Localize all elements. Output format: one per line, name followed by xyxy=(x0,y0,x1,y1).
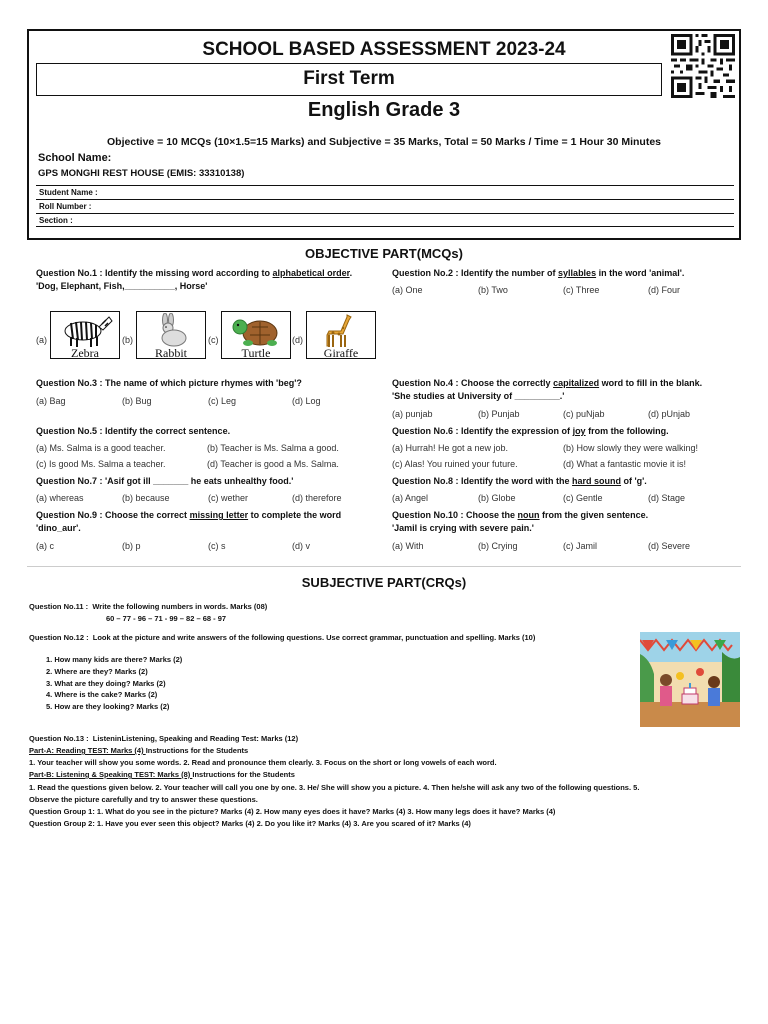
section-divider xyxy=(27,566,741,567)
q1-text: Identify the missing word according to xyxy=(105,268,273,278)
q3-option-c: (c) Leg xyxy=(208,396,237,406)
assessment-title: SCHOOL BASED ASSESSMENT 2023-24 xyxy=(202,39,566,60)
q9-text-end: to complete the word xyxy=(248,510,342,520)
q1-label: Question No.1 : xyxy=(36,268,103,278)
q1-picture-zebra xyxy=(50,311,120,359)
q12-item: 1. How many kids are there? Marks (2) xyxy=(46,655,183,664)
q8-text-end: of 'g'. xyxy=(621,476,647,486)
q2-option-a: (a) One xyxy=(392,285,423,295)
part-b-line-1: 1. Read the questions given below. 2. Your teacher will call you one by one. 3. He/ She will show you a picture. 4. Then he/she will ask any two of the following questions. 5. xyxy=(29,783,640,792)
q12-list xyxy=(46,654,346,713)
question-4 xyxy=(392,377,742,403)
part-a-heading xyxy=(29,745,749,757)
question-6 xyxy=(392,425,742,438)
school-name-label: School Name: xyxy=(38,152,112,164)
q10-underline: noun xyxy=(517,510,540,520)
q1-picture-giraffe xyxy=(306,311,376,359)
q9-text: Choose the correct xyxy=(105,510,190,520)
q10-option-c: (c) Jamil xyxy=(563,541,597,551)
question-group-1: Question Group 1: 1. What do you see in the picture? Marks (4) 2. How many eyes does it have? Marks (4) 3. How many legs does it have? Marks (4) xyxy=(29,807,556,816)
part-a-instructions: Instructions for the Students xyxy=(145,746,249,755)
question-7 xyxy=(36,475,376,488)
question-11 xyxy=(29,601,629,613)
zebra-caption: Zebra xyxy=(71,346,99,359)
q12-text: Look at the picture and write answers of the following questions. Use correct grammar, punctuation and spelling. Marks (10) xyxy=(92,633,536,642)
q5-option-c: (c) Is good Ms. Salma a teacher. xyxy=(36,459,166,469)
q13-label: Question No.13 : xyxy=(29,734,89,743)
q10-text: Choose the xyxy=(466,510,518,520)
q9-word: 'dino_aur'. xyxy=(36,523,81,533)
q4-label: Question No.4 : xyxy=(392,378,459,388)
giraffe-icon xyxy=(311,313,371,347)
q9-option-a: (a) c xyxy=(36,541,54,551)
q5-label: Question No.5 : xyxy=(36,426,103,436)
q10-option-b: (b) Crying xyxy=(478,541,518,551)
q11-label: Question No.11 : xyxy=(29,602,89,611)
q12-item: 3. What are they doing? Marks (2) xyxy=(46,678,166,688)
q10-text-end: from the given sentence. xyxy=(539,510,649,520)
part-b-instructions: Instructions for the Students xyxy=(192,770,295,779)
q4-text: Choose the correctly xyxy=(461,378,554,388)
q1-option-d-label: (d) xyxy=(292,335,303,345)
part-a-line: 1. Your teacher will show you some words. 2. Read and pronounce them clearly. 3. Focus on the short or long vowels of each word. xyxy=(29,758,497,767)
q7-option-c: (c) wether xyxy=(208,493,249,503)
q7-text: 'Asif got ill _______ he eats unhealthy food.' xyxy=(105,476,294,486)
q8-text: Identify the word with the xyxy=(461,476,573,486)
turtle-caption: Turtle xyxy=(241,346,271,359)
q6-text: Identify the expression of xyxy=(461,426,573,436)
q10-option-a: (a) With xyxy=(392,541,424,551)
question-2 xyxy=(392,267,742,280)
q12-item: 5. How are they looking? Marks (2) xyxy=(46,702,170,712)
party-illustration-icon xyxy=(640,632,740,727)
q4-option-a: (a) punjab xyxy=(392,409,433,419)
q5-option-d: (d) Teacher is good a Ms. Salma. xyxy=(207,459,339,469)
q6-option-a: (a) Hurrah! He got a new job. xyxy=(392,443,509,453)
section-field: Section : xyxy=(36,213,734,227)
part-a-title: Part-A: Reading TEST: Marks (4) xyxy=(29,746,146,755)
part-b-line-2: Observe the picture carefully and try to answer these questions. xyxy=(29,795,258,804)
part-b-heading xyxy=(29,769,749,781)
q10-sentence: 'Jamil is crying with severe pain.' xyxy=(392,523,534,533)
q12-item: 2. Where are they? Marks (2) xyxy=(46,666,148,676)
q8-option-c: (c) Gentle xyxy=(563,493,603,503)
question-9 xyxy=(36,509,376,535)
turtle-icon xyxy=(226,313,286,347)
question-group-2: Question Group 2: 1. Have you ever seen this object? Marks (4) 2. Do you like it? Marks (4) 3. Are you scared of it? Marks (4) xyxy=(29,819,471,828)
q13-text: ListeninListening, Speaking and Reading Test: Marks (12) xyxy=(92,734,299,743)
q7-option-a: (a) whereas xyxy=(36,493,84,503)
q4-option-b: (b) Punjab xyxy=(478,409,520,419)
rabbit-caption: Rabbit xyxy=(155,346,187,359)
rabbit-icon xyxy=(141,313,201,347)
birthday-party-picture xyxy=(640,632,740,727)
q10-label: Question No.10 : xyxy=(392,510,464,520)
q1-underline: alphabetical order xyxy=(272,268,350,278)
q8-option-b: (b) Globe xyxy=(478,493,516,503)
q3-option-a: (a) Bag xyxy=(36,396,66,406)
question-13 xyxy=(29,733,629,745)
q6-option-c: (c) Alas! You ruined your future. xyxy=(392,459,518,469)
student-name-field: Student Name : xyxy=(36,185,734,199)
question-8 xyxy=(392,475,742,488)
q2-underline: syllables xyxy=(558,268,597,278)
q8-option-d: (d) Stage xyxy=(648,493,686,503)
q1-option-b-label: (b) xyxy=(122,335,133,345)
objective-part-title: OBJECTIVE PART(MCQs) xyxy=(305,246,463,261)
q7-label: Question No.7 : xyxy=(36,476,103,486)
q3-text: The name of which picture rhymes with 'beg'? xyxy=(105,378,302,388)
q3-option-b: (b) Bug xyxy=(122,396,152,406)
question-5 xyxy=(36,425,376,438)
q6-option-b: (b) How slowly they were walking! xyxy=(563,443,699,453)
q11-text: Write the following numbers in words. Marks (08) xyxy=(92,602,268,611)
q5-option-b: (b) Teacher is Ms. Salma a good. xyxy=(207,443,339,453)
grade-label: English Grade 3 xyxy=(307,99,461,121)
q1-option-c-label: (c) xyxy=(208,335,219,345)
q6-underline: joy xyxy=(572,426,586,436)
q4-underline: capitalized xyxy=(553,378,600,388)
roll-number-field: Roll Number : xyxy=(36,199,734,213)
giraffe-caption: Giraffe xyxy=(323,346,359,359)
q1-option-a-label: (a) xyxy=(36,335,47,345)
q2-label: Question No.2 : xyxy=(392,268,459,278)
q3-option-d: (d) Log xyxy=(292,396,321,406)
q9-option-c: (c) s xyxy=(208,541,226,551)
q2-option-b: (b) Two xyxy=(478,285,508,295)
q5-option-a: (a) Ms. Salma is a good teacher. xyxy=(36,443,166,453)
q9-option-b: (b) p xyxy=(122,541,141,551)
q12-label: Question No.12 : xyxy=(29,633,89,642)
q2-option-c: (c) Three xyxy=(563,285,600,295)
question-3 xyxy=(36,377,376,390)
q3-label: Question No.3 : xyxy=(36,378,103,388)
q1-picture-rabbit xyxy=(136,311,206,359)
q9-label: Question No.9 : xyxy=(36,510,103,520)
qr-code-icon xyxy=(669,34,737,98)
q4-option-c: (c) puNjab xyxy=(563,409,605,419)
term-label: First Term xyxy=(36,63,662,96)
q11-numbers: 60 – 77 - 96 – 71 - 99 – 82 – 68 - 97 xyxy=(106,614,227,623)
q12-item: 4. Where is the cake? Marks (2) xyxy=(46,690,158,700)
q9-underline: missing letter xyxy=(189,510,249,520)
q1-picture-turtle xyxy=(221,311,291,359)
q1-text-end: . xyxy=(349,268,353,278)
q9-option-d: (d) v xyxy=(292,541,310,551)
q2-text: Identify the number of xyxy=(461,268,559,278)
question-10 xyxy=(392,509,742,535)
part-b-title: Part-B: Listening & Speaking TEST: Marks (8) xyxy=(29,770,193,779)
q7-option-b: (b) because xyxy=(122,493,170,503)
q8-label: Question No.8 : xyxy=(392,476,459,486)
objective-summary: Objective = 10 MCQs (10×1.5=15 Marks) and Subjective = 35 Marks, Total = 50 Marks / Time = 1 Hour 30 Minutes xyxy=(106,136,662,148)
q6-label: Question No.6 : xyxy=(392,426,459,436)
q6-text-end: from the following. xyxy=(585,426,669,436)
q6-option-d: (d) What a fantastic movie it is! xyxy=(563,459,687,469)
q4-option-d: (d) pUnjab xyxy=(648,409,691,419)
q2-text-end: in the word 'animal'. xyxy=(596,268,685,278)
q2-option-d: (d) Four xyxy=(648,285,681,295)
subjective-part-title: SUBJECTIVE PART(CRQs) xyxy=(301,575,467,590)
q4-text-end: word to fill in the blank. xyxy=(599,378,703,388)
q1-sequence: 'Dog, Elephant, Fish,__________, Horse' xyxy=(36,281,208,291)
q8-underline: hard sound xyxy=(572,476,622,486)
question-1 xyxy=(36,267,376,293)
q8-option-a: (a) Angel xyxy=(392,493,429,503)
q10-option-d: (d) Severe xyxy=(648,541,691,551)
q4-sentence: 'She studies at University of _________.' xyxy=(392,391,565,401)
q5-text: Identify the correct sentence. xyxy=(105,426,231,436)
school-name-value: GPS MONGHI REST HOUSE (EMIS: 33310138) xyxy=(38,168,245,179)
q7-option-d: (d) therefore xyxy=(292,493,342,503)
zebra-icon xyxy=(55,313,115,347)
header-box xyxy=(27,29,741,240)
